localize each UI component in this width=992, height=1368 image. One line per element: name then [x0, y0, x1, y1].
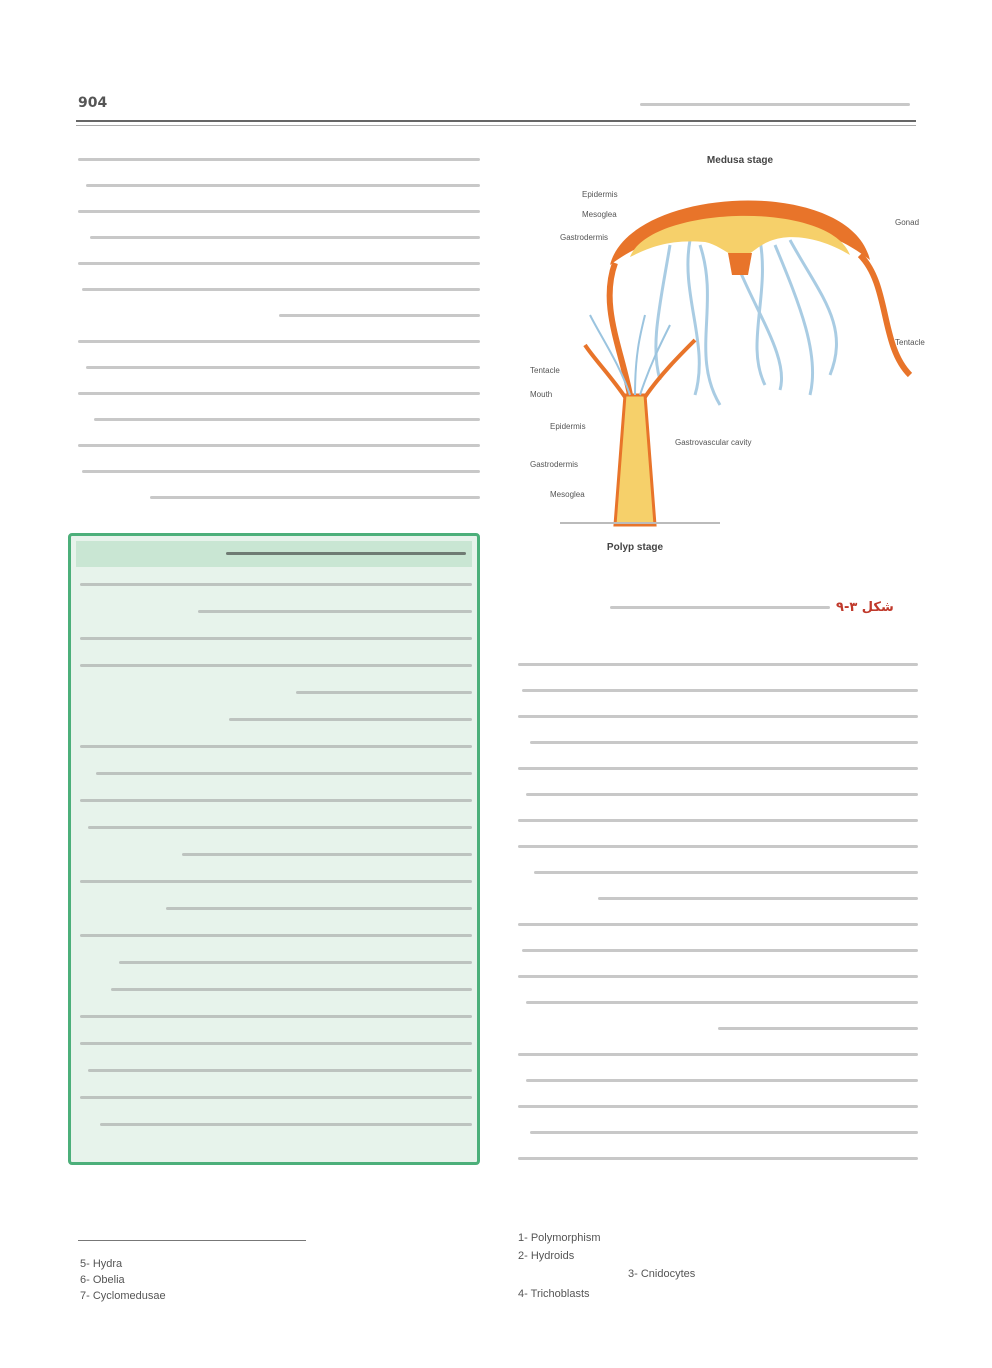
text-line	[80, 1096, 472, 1099]
label-gonad: Gonad	[895, 218, 920, 227]
label-mesoglea-polyp: Mesoglea	[550, 490, 585, 499]
header-rule	[76, 120, 916, 122]
text-line	[530, 1131, 918, 1134]
text-line	[518, 923, 918, 926]
text-line	[526, 1079, 918, 1082]
text-line	[182, 853, 472, 856]
summary-box-title	[76, 541, 472, 567]
text-line	[100, 1123, 472, 1126]
text-line	[78, 392, 480, 395]
label-gastrovascular-cavity: Gastrovascular cavity	[675, 438, 752, 447]
text-line	[82, 470, 480, 473]
text-line	[80, 745, 472, 748]
text-line	[78, 340, 480, 343]
text-line	[518, 767, 918, 770]
text-line	[80, 799, 472, 802]
text-line	[166, 907, 472, 910]
label-epidermis: Epidermis	[582, 190, 618, 199]
medusa-arm-left	[610, 263, 630, 395]
label-medusa-stage: Medusa stage	[706, 155, 774, 166]
text-line	[518, 1157, 918, 1160]
text-line	[88, 1069, 472, 1072]
text-line	[94, 418, 480, 421]
text-line	[229, 718, 472, 721]
label-tentacle-medusa: Tentacle	[895, 338, 925, 347]
footnote-right-2: 2- Hydroids	[518, 1250, 575, 1262]
text-line	[526, 1001, 918, 1004]
right-column-paragraph	[518, 655, 918, 1185]
text-line	[518, 975, 918, 978]
text-line	[80, 664, 472, 667]
text-line	[296, 691, 472, 694]
text-line	[718, 1027, 918, 1030]
left-column-paragraph	[78, 150, 480, 510]
text-line	[86, 184, 480, 187]
text-line	[80, 1042, 472, 1045]
text-line	[198, 610, 472, 613]
text-line	[518, 663, 918, 666]
text-line	[119, 961, 472, 964]
footnote-left-1: 5- Hydra	[80, 1258, 123, 1270]
label-epidermis-polyp: Epidermis	[550, 422, 586, 431]
text-line	[518, 1053, 918, 1056]
medusa-manubrium	[728, 253, 752, 275]
text-line	[80, 583, 472, 586]
header-rule-thin	[76, 125, 916, 126]
text-line	[80, 637, 472, 640]
running-title	[640, 98, 910, 112]
text-line	[518, 845, 918, 848]
label-tentacle-polyp: Tentacle	[530, 366, 560, 375]
label-gastrodermis: Gastrodermis	[560, 233, 609, 242]
text-line	[150, 496, 480, 499]
figure-caption-text	[610, 600, 830, 614]
text-line	[90, 236, 480, 239]
text-line	[96, 772, 472, 775]
medusa-polyp-diagram	[520, 145, 980, 585]
footnote-right-1: 1- Polymorphism	[518, 1232, 601, 1244]
text-line	[82, 288, 480, 291]
page-number: 904	[78, 95, 108, 111]
figure-caption-number: شکل ۳-۹	[836, 600, 894, 615]
text-line	[78, 444, 480, 447]
text-line	[526, 793, 918, 796]
text-line	[522, 689, 918, 692]
label-mouth: Mouth	[530, 390, 553, 399]
medusa-arm-right	[860, 255, 910, 375]
footnote-rule-left	[78, 1240, 306, 1241]
text-line	[518, 1105, 918, 1108]
label-polyp-stage: Polyp stage	[606, 542, 664, 553]
label-gastrodermis-polyp: Gastrodermis	[530, 460, 579, 469]
footnote-right-3: 3- Cnidocytes	[628, 1268, 696, 1280]
text-line	[80, 1015, 472, 1018]
text-line	[598, 897, 918, 900]
text-line	[530, 741, 918, 744]
text-line	[522, 949, 918, 952]
text-line	[78, 262, 480, 265]
text-line	[86, 366, 480, 369]
text-line	[518, 819, 918, 822]
footnote-left-2: 6- Obelia	[80, 1274, 125, 1286]
text-line	[80, 880, 472, 883]
text-line	[80, 934, 472, 937]
summary-box-list	[80, 575, 472, 1155]
text-line	[78, 210, 480, 213]
text-line	[88, 826, 472, 829]
text-line	[518, 715, 918, 718]
text-line	[78, 158, 480, 161]
footnote-left-3: 7- Cyclomedusae	[80, 1290, 166, 1302]
text-line	[534, 871, 918, 874]
text-line	[111, 988, 472, 991]
text-line	[279, 314, 480, 317]
footnote-right-4: 4- Trichoblasts	[518, 1288, 590, 1300]
label-mesoglea: Mesoglea	[582, 210, 617, 219]
